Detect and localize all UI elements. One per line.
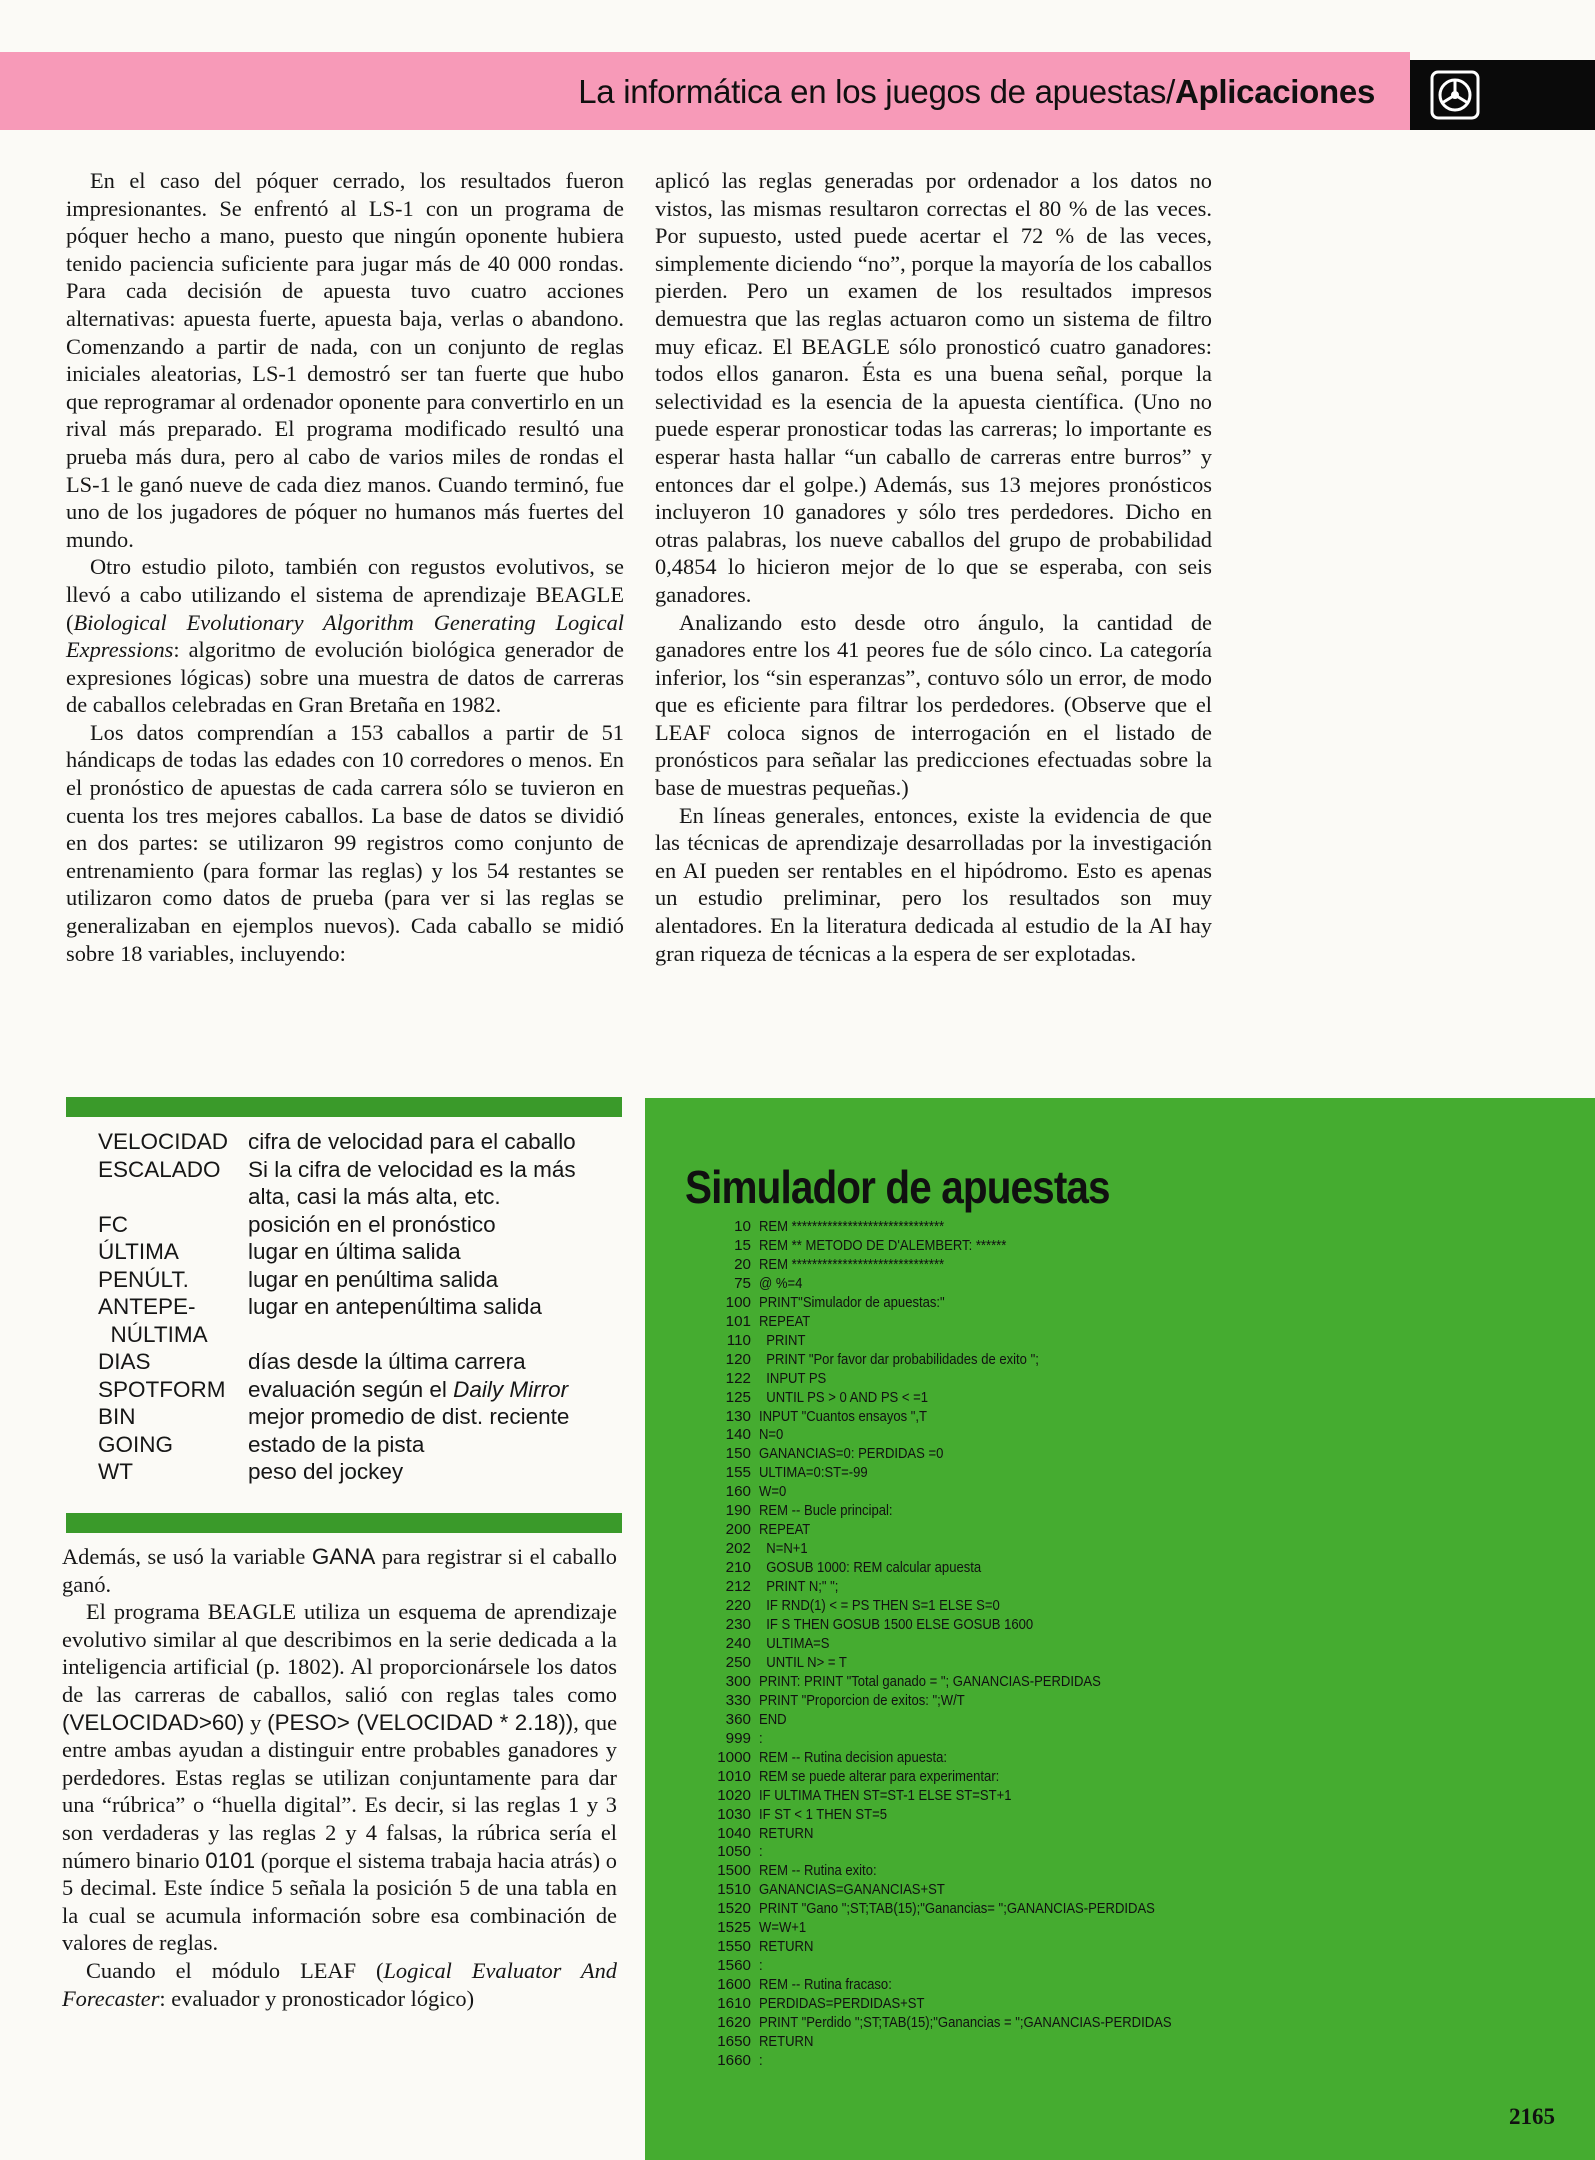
line-number: 190 <box>725 1502 751 1520</box>
code-line <box>685 1218 1239 1237</box>
code-text: END <box>759 1710 787 1728</box>
code-line <box>685 1635 1239 1654</box>
code-text: W=W+1 <box>759 1919 807 1937</box>
code-text: REPEAT <box>759 1312 811 1330</box>
line-number: 250 <box>725 1653 751 1671</box>
code-line <box>685 1483 1239 1502</box>
line-number: 1560 <box>717 1957 751 1975</box>
code-text: N=N+1 <box>759 1540 808 1558</box>
line-number: 1620 <box>717 2014 751 2032</box>
code-line <box>685 1976 1239 1995</box>
line-number: 230 <box>725 1616 751 1634</box>
variables-top-bar <box>66 1097 622 1117</box>
variables-table <box>98 1128 618 1486</box>
code-text: REM -- Rutina fracaso: <box>759 1976 892 1994</box>
code-line <box>685 1673 1239 1692</box>
code-text: PRINT N;" "; <box>759 1578 839 1596</box>
code-text: UNTIL N> = T <box>759 1653 847 1671</box>
code-text: PRINT "Perdido ";ST;TAB(15);"Ganancias = ";GANANCIAS-PERDIDAS <box>759 2014 1172 2032</box>
code-text: : <box>759 1729 763 1747</box>
paragraph: Otro estudio piloto, también con regustos evolutivos, se llevó a cabo utilizando el sistema de aprendizaje BEAGLE (Biological Evolutionary Algorithm Generating Logical Expressions: algoritmo de evolución biológica generador de expresiones lógicas) sobre una muestra de datos de carreras de caballos celebradas en Gran Bretaña en 1982. <box>66 554 624 718</box>
line-number: 75 <box>734 1274 751 1292</box>
variables-bottom-bar <box>66 1513 622 1533</box>
line-number: 999 <box>725 1729 751 1747</box>
code-text: INPUT "Cuantos ensayos ",T <box>759 1407 928 1425</box>
header-logo-box <box>1410 60 1595 130</box>
variable-row: ANTEPE- NÚLTIMA lugar en antepenúltima salida <box>98 1294 542 1347</box>
code-line <box>685 1426 1239 1445</box>
line-number: 240 <box>725 1634 751 1652</box>
code-line <box>685 1938 1239 1957</box>
code-text: PERDIDAS=PERDIDAS+ST <box>759 1995 925 2013</box>
line-number: 330 <box>725 1691 751 1709</box>
code-text: UNTIL PS > 0 AND PS < =1 <box>759 1388 929 1406</box>
line-number: 1000 <box>717 1748 751 1766</box>
line-number: 1510 <box>717 1881 751 1899</box>
variable-row: FC posición en el pronóstico <box>98 1211 496 1237</box>
code-line <box>685 1749 1239 1768</box>
code-line <box>685 1616 1239 1635</box>
code-text: PRINT "Proporcion de exitos: ";W/T <box>759 1691 965 1709</box>
code-text: ULTIMA=0:ST=-99 <box>759 1464 868 1482</box>
code-text: IF RND(1) < = PS THEN S=1 ELSE S=0 <box>759 1597 1000 1615</box>
line-number: 1500 <box>717 1862 751 1880</box>
line-number: 120 <box>725 1350 751 1368</box>
code-text: RETURN <box>759 2032 814 2050</box>
line-number: 1030 <box>717 1805 751 1823</box>
code-line <box>685 1540 1239 1559</box>
paragraph: En el caso del póquer cerrado, los resultados fueron impresionantes. Se enfrentó al LS-1 con un programa de póquer hecho a mano, puesto que ningún oponente hubiera tenido paciencia suficiente para jugar más de 40 000 rondas. Para cada decisión de apuesta tuvo cuatro acciones alternativas: apuesta fuerte, apuesta baja, verlas o abandono. Comenzando a partir de nada, con un conjunto de reglas iniciales aleatorias, LS-1 demostró ser tan fuerte que hubo que reprogramar al ordenador oponente para convertirlo en un rival más preparado. El programa modificado resultó una prueba más dura, pero al cabo de varios miles de rondas el LS-1 le ganó nueve de cada diez manos. Cuando terminó, fue uno de los jugadores de póquer no humanos más fuertes del mundo. <box>66 168 624 552</box>
code-line <box>685 1502 1239 1521</box>
line-number: 1610 <box>717 1995 751 2013</box>
code-text: INPUT PS <box>759 1369 827 1387</box>
variable-row: PENÚLT. lugar en penúltima salida <box>98 1266 499 1292</box>
code-line <box>685 1578 1239 1597</box>
code-text: IF S THEN GOSUB 1500 ELSE GOSUB 1600 <box>759 1616 1034 1634</box>
code-line <box>685 1881 1239 1900</box>
code-text: : <box>759 2051 763 2069</box>
line-number: 110 <box>726 1331 751 1349</box>
line-number: 1050 <box>717 1843 751 1861</box>
code-line <box>685 1957 1239 1976</box>
line-number: 212 <box>725 1578 751 1596</box>
code-text: PRINT: PRINT "Total ganado = "; GANANCIAS-PERDIDAS <box>759 1672 1101 1690</box>
paragraph: Los datos comprendían a 153 caballos a partir de 51 hándicaps de todas las edades con 10 corredores o menos. En el pronóstico de apuestas de cada carrera sólo se tuvieron en cuenta los tres mejores caballos. La base de datos se dividió en dos partes: se utilizaron 99 registros como conjunto de entrenamiento (para formar las reglas) y los 54 restantes se utilizaron como datos de prueba (para ver si las reglas se generalizaban en ejemplos nuevos). Cada caballo se midió sobre 18 variables, incluyendo: <box>66 719 624 966</box>
line-number: 210 <box>725 1559 751 1577</box>
variable-row: GOING estado de la pista <box>98 1431 425 1457</box>
line-number: 1520 <box>717 1900 751 1918</box>
line-number: 1040 <box>717 1824 751 1842</box>
line-number: 160 <box>725 1483 751 1501</box>
code-line <box>685 1730 1239 1749</box>
line-number: 220 <box>725 1597 751 1615</box>
article-column-2 <box>655 167 1212 967</box>
line-number: 1020 <box>717 1786 751 1804</box>
code-line <box>685 1256 1239 1275</box>
code-text: GANANCIAS=GANANCIAS+ST <box>759 1881 945 1899</box>
line-number: 130 <box>725 1407 751 1425</box>
code-line <box>685 1843 1239 1862</box>
code-line <box>685 1445 1239 1464</box>
code-line <box>685 2014 1239 2033</box>
code-text: PRINT "Gano ";ST;TAB(15);"Ganancias= ";GANANCIAS-PERDIDAS <box>759 1900 1155 1918</box>
line-number: 155 <box>725 1464 751 1482</box>
code-line <box>685 2033 1239 2052</box>
code-line <box>685 1294 1239 1313</box>
code-text: REPEAT <box>759 1521 811 1539</box>
code-text: IF ULTIMA THEN ST=ST-1 ELSE ST=ST+1 <box>759 1786 1012 1804</box>
line-number: 360 <box>725 1710 751 1728</box>
code-line <box>685 1787 1239 1806</box>
code-text: REM ****************************** <box>759 1218 945 1235</box>
code-text: IF ST < 1 THEN ST=5 <box>759 1805 888 1823</box>
line-number: 200 <box>725 1521 751 1539</box>
code-line <box>685 1825 1239 1844</box>
line-number: 1650 <box>717 2032 751 2050</box>
line-number: 1550 <box>717 1938 751 1956</box>
code-text: GANANCIAS=0: PERDIDAS =0 <box>759 1445 944 1463</box>
line-number: 100 <box>725 1293 751 1311</box>
variable-row: BIN mejor promedio de dist. reciente <box>98 1404 570 1429</box>
code-text: REM -- Rutina decision apuesta: <box>759 1748 948 1766</box>
variable-row: SPOTFORM evaluación según el Daily Mirror <box>98 1376 569 1402</box>
line-number: 300 <box>725 1672 751 1690</box>
program-title: Simulador de apuestas <box>685 1161 1110 1213</box>
paragraph: Además, se usó la variable GANA para registrar si el caballo ganó. <box>62 1544 617 1597</box>
code-line <box>685 1332 1239 1351</box>
code-line <box>685 1275 1239 1294</box>
code-line <box>685 1351 1239 1370</box>
code-line <box>685 1919 1239 1938</box>
variable-row: ÚLTIMA lugar en última salida <box>98 1239 461 1264</box>
code-text: RETURN <box>759 1938 814 1956</box>
line-number: 101 <box>725 1312 751 1330</box>
variable-row: WT peso del jockey <box>98 1459 404 1484</box>
line-number: 1660 <box>717 2051 751 2069</box>
program-panel <box>645 1098 1595 2160</box>
code-text: : <box>759 1957 763 1975</box>
code-line <box>685 1768 1239 1787</box>
program-listing <box>685 1218 1239 2071</box>
code-line <box>685 1806 1239 1825</box>
line-number: 20 <box>734 1255 751 1273</box>
code-line <box>685 1862 1239 1881</box>
line-number: 1010 <box>717 1767 751 1785</box>
article-column-1 <box>66 167 624 967</box>
page-header-title: La informática en los juegos de apuestas/Aplicaciones <box>578 73 1375 110</box>
code-line <box>685 1389 1239 1408</box>
line-number: 1525 <box>717 1919 751 1937</box>
article-column-3 <box>62 1543 617 2012</box>
code-text: GOSUB 1000: REM calcular apuesta <box>759 1559 982 1577</box>
variable-row: ESCALADO Si la cifra de velocidad es la más alta, casi la más alta, etc. <box>98 1156 576 1209</box>
line-number: 122 <box>725 1369 751 1387</box>
paragraph: En líneas generales, entonces, existe la evidencia de que las técnicas de aprendizaje desarrolladas por la investigación en AI pueden ser rentables en el hipódromo. Esto es apenas un estudio preliminar, pero los resultados son muy alentadores. En la literatura dedicada al estudio de la AI hay gran riqueza de técnicas a la espera de ser explotadas. <box>655 802 1212 966</box>
code-text: REM se puede alterar para experimentar: <box>759 1767 1000 1785</box>
wheel-emblem-icon <box>1428 68 1482 122</box>
page-number: 2165 <box>1509 2104 1555 2129</box>
code-line <box>685 1559 1239 1578</box>
variable-row: DIAS días desde la última carrera <box>98 1349 526 1374</box>
code-text: REM ****************************** <box>759 1255 945 1273</box>
paragraph: El programa BEAGLE utiliza un esquema de aprendizaje evolutivo similar al que describimos en la serie dedicada a la inteligencia artificial (p. 1802). Al proporcionársele los datos de las carreras de caballos, salió con reglas tales como (VELOCIDAD>60) y (PESO> (VELOCIDAD * 2.18)), que entre ambas ayudan a distinguir entre probables ganadores y perdedores. Estas reglas se utilizan conjuntamente para dar una “rúbrica” o “huella digital”. Es decir, si las reglas 1 y 3 son verdaderas y las reglas 2 y 4 falsas, la rúbrica sería el número binario 0101 (porque el sistema trabaja hacia atrás) o 5 decimal. Este índice 5 señala la posición 5 de una tabla en la cual se acumula información sobre esa combinación de valores de reglas. <box>62 1599 618 1956</box>
line-number: 140 <box>725 1426 751 1444</box>
code-text: REM -- Rutina exito: <box>759 1862 877 1880</box>
code-line <box>685 1692 1239 1711</box>
code-line <box>685 1711 1239 1730</box>
code-text: PRINT "Por favor dar probabilidades de exito "; <box>759 1350 1039 1368</box>
code-line <box>685 1370 1239 1389</box>
code-line <box>685 1408 1239 1427</box>
code-text: REM ** METODO DE D'ALEMBERT: ****** <box>759 1236 1007 1254</box>
paragraph: aplicó las reglas generadas por ordenador a los datos no vistos, las mismas resultaron correctas el 80 % de las veces. Por supuesto, usted puede acertar el 72 % de las veces, simplemente diciendo “no”, porque la mayoría de los caballos pierden. Pero un examen de los resultados impresos demuestra que las reglas actuaron como un sistema de filtro muy eficaz. El BEAGLE sólo pronosticó cuatro ganadores: todos ellos ganaron. Ésta es una buena señal, porque la selectividad es la esencia de la apuesta científica. (Uno no puede esperar pronosticar todas las carreras; lo importante es esperar hasta hallar “un caballo de carreras entre burros” y entonces dar el golpe.) Además, sus 13 mejores pronósticos incluyeron 10 ganadores y sólo tres perdedores. Dicho en otras palabras, los nueve caballos del grupo de probabilidad 0,4854 lo hicieron mejor de lo que se esperaba, con seis ganadores. <box>655 168 1212 607</box>
code-text: ULTIMA=S <box>759 1634 830 1652</box>
line-number: 10 <box>734 1218 751 1235</box>
code-text: PRINT <box>759 1331 806 1349</box>
code-text: @ %=4 <box>759 1274 803 1292</box>
code-line <box>685 1464 1239 1483</box>
code-text: REM -- Bucle principal: <box>759 1502 893 1520</box>
line-number: 125 <box>725 1388 751 1406</box>
code-line <box>685 1995 1239 2014</box>
line-number: 150 <box>725 1445 751 1463</box>
code-line <box>685 2052 1239 2071</box>
line-number: 202 <box>725 1540 751 1558</box>
variable-row: VELOCIDAD cifra de velocidad para el caballo <box>98 1129 576 1154</box>
paragraph: Analizando esto desde otro ángulo, la cantidad de ganadores entre los 41 peores fue de sólo cinco. La categoría inferior, los “sin esperanzas”, contuvo sólo un error, de modo que es eficiente para filtrar los perdedores. (Observe que el LEAF coloca signos de interrogación en el listado de pronósticos para señalar las predicciones efectuadas sobre la base de muestras pequeñas.) <box>655 609 1212 801</box>
code-text: : <box>759 1843 763 1861</box>
line-number: 1600 <box>717 1976 751 1994</box>
code-text: PRINT"Simulador de apuestas:" <box>759 1293 945 1311</box>
code-line <box>685 1313 1239 1332</box>
line-number: 15 <box>734 1236 751 1254</box>
code-line <box>685 1900 1239 1919</box>
code-line <box>685 1654 1239 1673</box>
code-line <box>685 1237 1239 1256</box>
code-text: RETURN <box>759 1824 814 1842</box>
paragraph: Cuando el módulo LEAF (Logical Evaluator And Forecaster: evaluador y pronosticador lógico) <box>62 1957 617 2011</box>
code-line <box>685 1521 1239 1540</box>
code-text: N=0 <box>759 1426 784 1444</box>
code-text: W=0 <box>759 1483 787 1501</box>
code-line <box>685 1597 1239 1616</box>
